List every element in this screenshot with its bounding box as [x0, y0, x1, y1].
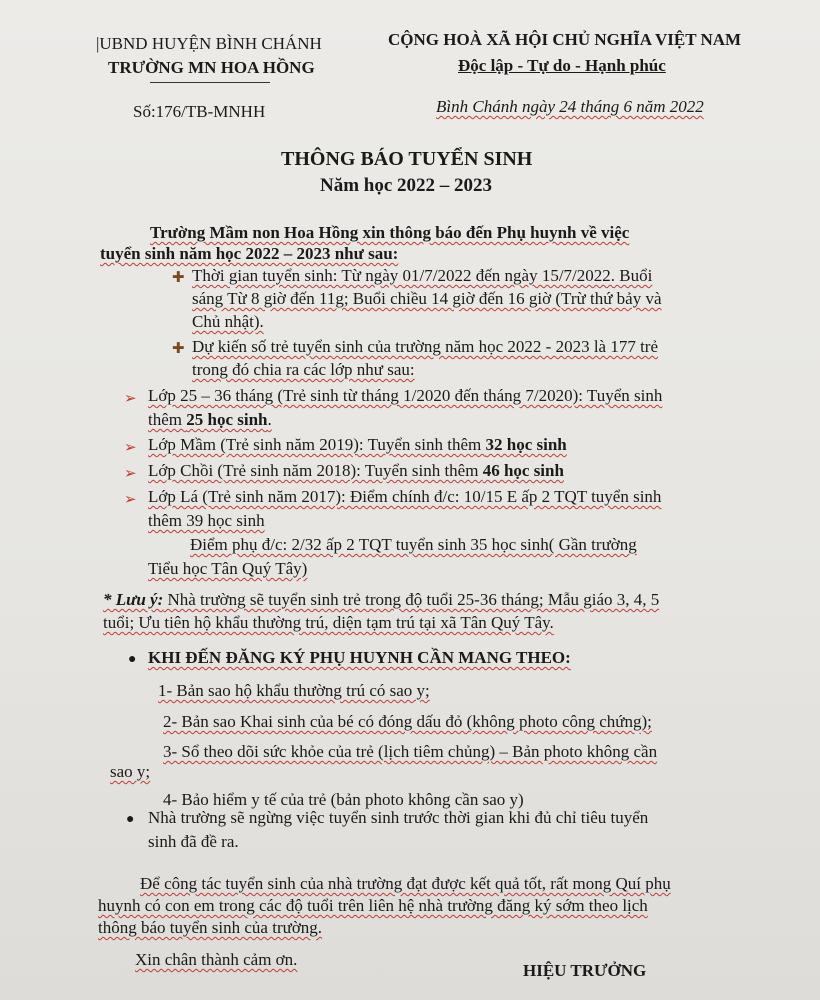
- bullet-icon: ●: [126, 812, 135, 827]
- school-name: TRƯỜNG MN HOA HỒNG: [108, 58, 315, 77]
- pin-bullet-icon: ✚: [172, 341, 185, 357]
- stop-notice-line-1: Nhà trường sẽ ngừng việc tuyển sinh trước thời gian khi đủ chỉ tiêu tuyển: [148, 808, 649, 827]
- requirement-2: 2- Bản sao Khai sinh của bé có đóng dấu đỏ (không photo công chứng);: [163, 712, 652, 731]
- document-number: Số:176/TB-MNHH: [133, 102, 266, 121]
- page-title: THÔNG BÁO TUYỂN SINH: [281, 148, 533, 170]
- intro-line-2: tuyển sinh năm học 2022 – 2023 như sau:: [100, 244, 399, 263]
- page-subtitle: Năm học 2022 – 2023: [320, 175, 493, 196]
- class-3: Lớp Chồi (Trẻ sinh năm 2018): Tuyển sinh thêm 46 học sinh: [148, 461, 564, 480]
- class-1-line-2: thêm 25 học sinh.: [148, 410, 272, 429]
- closing-line-2: huynh có con em trong các độ tuổi trên liên hệ nhà trường đăng ký sớm theo lịch: [98, 896, 648, 915]
- left-header-rule: [150, 82, 270, 83]
- pin-item-1-line-1: Thời gian tuyển sinh: Từ ngày 01/7/2022 đến ngày 15/7/2022. Buổi: [192, 266, 653, 285]
- header-left-line1: |UBND HUYỆN BÌNH CHÁNH: [96, 34, 322, 53]
- pin-item-2-line-1: Dự kiến số trẻ tuyển sinh của trường năm học 2022 - 2023 là 177 trẻ: [192, 337, 659, 356]
- note-line-1: * Lưu ý: Nhà trường sẽ tuyển sinh trẻ trong độ tuổi 25-36 tháng; Mẫu giáo 3, 4, 5: [103, 590, 660, 609]
- thanks-text: Xin chân thành cảm ơn.: [135, 950, 298, 969]
- signature-title: HIỆU TRƯỞNG: [523, 961, 647, 980]
- class-4-line-1: Lớp Lá (Trẻ sinh năm 2017): Điểm chính đ/c: 10/15 E ấp 2 TQT tuyển sinh: [148, 487, 662, 506]
- arrow-bullet-icon: ➢: [124, 440, 137, 456]
- requirement-1: 1- Bản sao hộ khẩu thường trú có sao y;: [158, 681, 430, 700]
- place-and-date: Bình Chánh ngày 24 tháng 6 năm 2022: [436, 97, 704, 116]
- pin-item-2-line-2: trong đó chia ra các lớp như sau:: [192, 360, 415, 379]
- class-4-line-4: Tiểu học Tân Quý Tây): [148, 559, 308, 578]
- bullet-icon: ●: [128, 652, 137, 667]
- stop-notice-line-2: sinh đã đề ra.: [148, 832, 239, 851]
- intro-line-1: Trường Mầm non Hoa Hồng xin thông báo đến Phụ huynh về việc: [150, 223, 630, 242]
- arrow-bullet-icon: ➢: [124, 391, 137, 407]
- requirement-3-line-2: sao y;: [110, 762, 151, 781]
- class-4-line-3: Điểm phụ đ/c: 2/32 ấp 2 TQT tuyển sinh 35 học sinh( Gần trường: [190, 535, 637, 554]
- requirements-heading: KHI ĐẾN ĐĂNG KÝ PHỤ HUYNH CẦN MANG THEO:: [148, 648, 571, 667]
- requirement-4: 4- Bảo hiểm y tế của trẻ (bản photo không cần sao y): [163, 790, 524, 809]
- national-motto: Độc lập - Tự do - Hạnh phúc: [458, 56, 666, 75]
- national-title: CỘNG HOÀ XÃ HỘI CHỦ NGHĨA VIỆT NAM: [388, 30, 742, 49]
- closing-line-3: thông báo tuyển sinh của trường.: [98, 918, 323, 937]
- arrow-bullet-icon: ➢: [124, 466, 137, 482]
- class-1-line-1: Lớp 25 – 36 tháng (Trẻ sinh từ tháng 1/2020 đến tháng 7/2020): Tuyển sinh: [148, 386, 663, 405]
- pin-item-1-line-3: Chủ nhật).: [192, 312, 264, 331]
- pin-item-1-line-2: sáng Từ 8 giờ đến 11g; Buổi chiều 14 giờ đến 16 giờ (Trừ thứ bảy và: [192, 289, 662, 308]
- note-line-2: tuổi; Ưu tiên hộ khẩu thường trú, diện tạm trú tại xã Tân Quý Tây.: [103, 613, 554, 632]
- class-4-line-2: thêm 39 học sinh: [148, 511, 265, 530]
- arrow-bullet-icon: ➢: [124, 492, 137, 508]
- pin-bullet-icon: ✚: [172, 270, 185, 286]
- closing-line-1: Để công tác tuyển sinh của nhà trường đạt được kết quả tốt, rất mong Quí phụ: [140, 874, 671, 893]
- requirement-3-line-1: 3- Sổ theo dõi sức khỏe của trẻ (lịch tiêm chủng) – Bản photo không cần: [163, 742, 658, 761]
- class-2: Lớp Mầm (Trẻ sinh năm 2019): Tuyển sinh thêm 32 học sinh: [148, 435, 567, 454]
